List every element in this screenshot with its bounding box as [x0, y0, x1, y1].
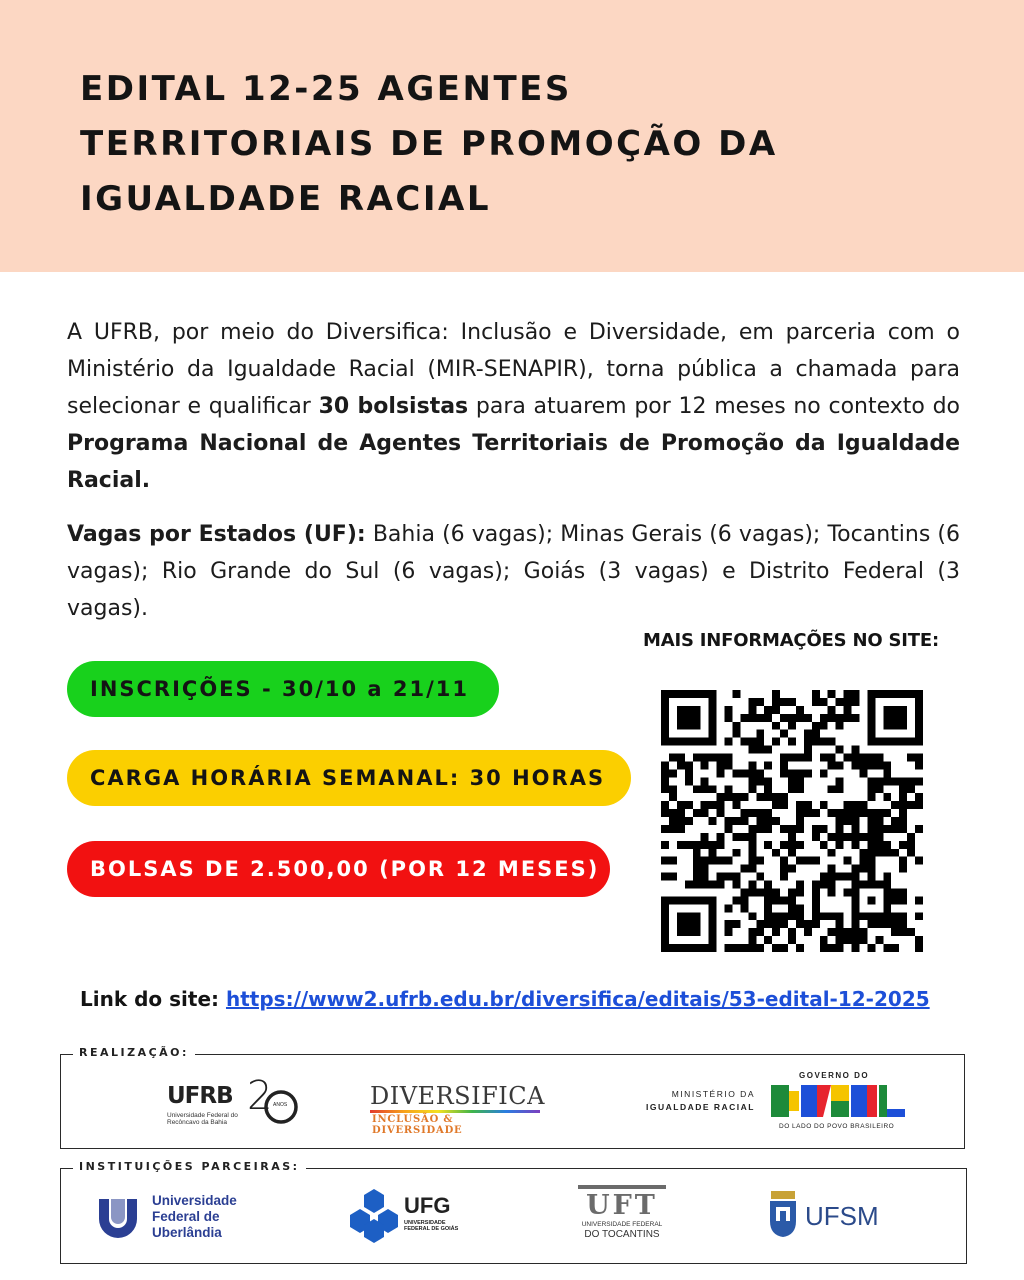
brasil-wordmark-icon — [771, 1083, 905, 1119]
governo-bottom-text: DO LADO DO POVO BRASILEIRO — [779, 1123, 895, 1130]
site-link-label: Link do site: — [80, 987, 220, 1011]
ufrb-anos-text: ANOS — [273, 1102, 288, 1108]
ufg-hexagons-icon — [346, 1187, 402, 1243]
vagas-text: Bahia (6 vagas); Minas Gerais (6 vagas); Tocantins (6 vagas); Rio Grande do Sul (6 vagas); Goiás (3 vagas) e Distrito Federal (3 vagas). — [67, 522, 960, 621]
realizacao-label: REALIZAÇÃO: — [73, 1046, 195, 1059]
vagas-paragraph — [67, 516, 960, 627]
ufu-text — [152, 1193, 237, 1241]
uft-main-text: UFT — [586, 1190, 658, 1221]
ufrb-sub-1: Universidade Federal do — [167, 1112, 238, 1119]
qr-code-icon[interactable] — [661, 690, 923, 952]
ministerio-line-2: IGUALDADE RACIAL — [646, 1102, 755, 1112]
site-link[interactable]: https://www2.ufrb.edu.br/diversifica/editais/53-edital-12-2025 — [225, 987, 930, 1011]
ufrb-logo-subtitle — [167, 1112, 239, 1126]
title-line-1: EDITAL 12-25 AGENTES — [80, 69, 572, 109]
governo-top-text: GOVERNO DO — [799, 1071, 870, 1080]
ufsm-main-text: UFSM — [805, 1201, 879, 1231]
ufrb-20-number: 2 — [247, 1073, 273, 1119]
ufg-main-text: UFG — [404, 1193, 451, 1218]
uft-sub-1: UNIVERSIDADE FEDERAL — [581, 1221, 663, 1228]
parceiras-label: INSTITUIÇÕES PARCEIRAS: — [73, 1160, 306, 1173]
ufu-logo — [95, 1193, 255, 1243]
header-band — [0, 0, 1024, 272]
intro-bold-programa: Programa Nacional de Agentes Territoriais de Promoção da Igualdade Racial. — [67, 431, 960, 493]
ministerio-line-1: MINISTÉRIO DA — [671, 1089, 755, 1099]
page-title — [80, 62, 840, 227]
title-line-3: IGUALDADE RACIAL — [80, 179, 491, 219]
vagas-label: Vagas por Estados (UF): — [67, 522, 366, 547]
intro-bold-bolsistas: 30 bolsistas — [318, 394, 469, 419]
diversifica-title: DIVERSIFICA — [370, 1082, 545, 1110]
diversifica-logo — [370, 1082, 545, 1136]
ufg-sub-2: FEDERAL DE GOIÁS — [404, 1226, 459, 1232]
ufu-emblem-icon — [95, 1193, 141, 1239]
site-link-row — [80, 987, 960, 1011]
diversifica-subtitle: INCLUSÃO & DIVERSIDADE — [372, 1114, 463, 1136]
more-info-heading: MAIS INFORMAÇÕES NO SITE: — [643, 630, 939, 651]
ufg-sub-1: UNIVERSIDADE — [404, 1220, 446, 1226]
ufg-logo — [346, 1187, 466, 1243]
ufrb-logo — [167, 1075, 297, 1133]
ufsm-crest-icon — [767, 1189, 799, 1239]
intro-text-1: A UFRB, por meio do Diversifica: Inclusão e Diversidade, em parceria com o Ministério da Igualdade Racial (MIR-SENAPIR), torna pública a chamada para selecionar e qualificar — [67, 320, 960, 419]
ufrb-sub-2: Recôncavo da Bahia — [167, 1119, 227, 1126]
ufu-line-1: Universidade — [152, 1193, 237, 1208]
intro-text-2: para atuarem por 12 meses no contexto do — [468, 394, 961, 419]
diversifica-rainbow-bar — [370, 1110, 540, 1113]
governo-brasil-logo — [769, 1071, 905, 1137]
ufrb-logo-text: UFRB — [167, 1083, 233, 1109]
inscricoes-pill: INSCRIÇÕES - 30/10 a 21/11 — [67, 661, 499, 717]
bolsas-pill: BOLSAS DE 2.500,00 (POR 12 MESES) — [67, 841, 610, 897]
carga-horaria-pill: CARGA HORÁRIA SEMANAL: 30 HORAS — [67, 750, 631, 806]
ufu-line-3: Uberlândia — [152, 1225, 222, 1240]
ufu-line-2: Federal de — [152, 1209, 220, 1224]
ministerio-logo — [635, 1088, 755, 1114]
title-line-2: TERRITORIAIS DE PROMOÇÃO DA — [80, 124, 778, 164]
ufg-sub-text — [404, 1220, 458, 1232]
uft-sub-2: DO TOCANTINS — [584, 1229, 660, 1240]
ufsm-logo — [767, 1189, 907, 1245]
uft-top-bar — [578, 1185, 666, 1189]
realizacao-box — [60, 1046, 965, 1149]
uft-logo — [575, 1185, 669, 1247]
intro-paragraph — [67, 314, 960, 499]
parceiras-box — [60, 1160, 967, 1264]
